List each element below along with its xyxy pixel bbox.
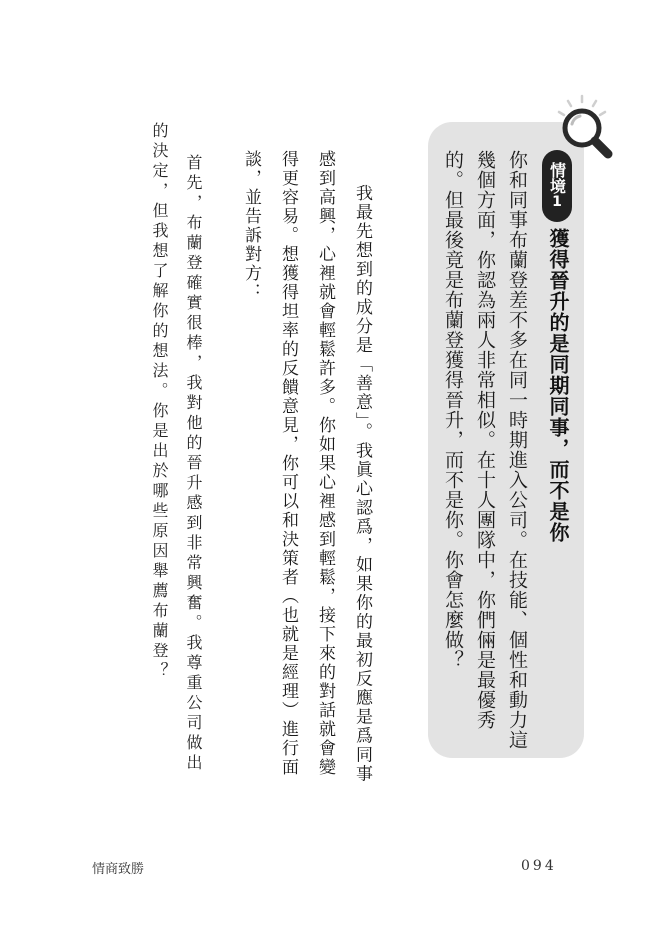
body-paragraph (232, 150, 380, 790)
quoted-dialogue: 首先，布蘭登確實很棒，我對他的晉升感到非常興奮。我尊重公司做出的決定，但我想了解你的想法。你是出於哪些原因舉薦布蘭登？ (150, 122, 203, 774)
scenario-tag-label: 情境 (547, 162, 567, 194)
page-number: 094 (521, 858, 557, 874)
scenario-tag-number: 1 (549, 194, 565, 210)
body-paragraph-1: 我最先想到的成分是「善意」。我眞心認爲，如果你的最初反應是爲同事感到高興，心裡就會輕鬆許多。你如果心裡感到輕鬆，接下來的對話就會變得更容易。想獲得坦率的反饋意見，你可以和決策者（也就是經理）進行面談，並告訴對方： (241, 150, 372, 784)
scenario-title: 獲得晉升的是同期同事，而不是你 (546, 228, 570, 543)
scenario-description: 你和同事布蘭登差不多在同一時期進入公司。在技能、個性和動力這幾個方面，你認為兩人非常相似。在十人團隊中，你們倆是最優秀的。但最後竟是布蘭登獲得晉升，而不是你。你會怎麼做？ (442, 150, 528, 750)
running-footer-book-title: 情商致勝 (92, 862, 145, 877)
scenario-tag (542, 150, 572, 222)
